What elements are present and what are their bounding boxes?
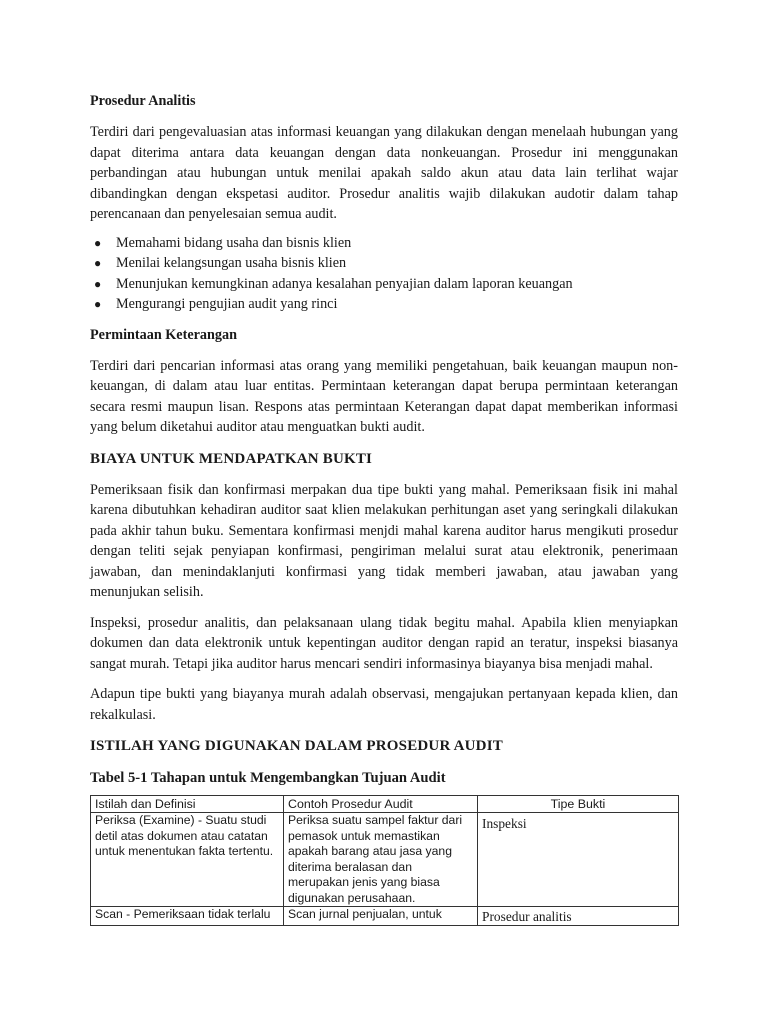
bullet-list-analitis	[90, 233, 678, 315]
bullet-icon: ●	[94, 235, 102, 250]
table-row	[91, 813, 679, 907]
list-item: ● Mengurangi pengujian audit yang rinci	[116, 294, 678, 315]
column-header-istilah: Istilah dan Definisi	[91, 796, 284, 813]
bullet-icon: ●	[94, 297, 102, 311]
column-header-contoh: Contoh Prosedur Audit	[284, 796, 478, 813]
table-cell: Periksa (Examine) - Suatu studi detil atas dokumen atau catatan untuk menentukan fakta tertentu.	[91, 813, 284, 907]
bullet-icon: ●	[94, 276, 102, 291]
table-row	[91, 907, 679, 926]
table-cell: Inspeksi	[478, 813, 679, 907]
section-title-permintaan-keterangan: Permintaan Keterangan	[90, 326, 237, 343]
list-item: ● Menunjukan kemungkinan adanya kesalahan penyajian dalam laporan keuangan	[116, 274, 678, 295]
paragraph-biaya-1: Pemeriksaan fisik dan konfirmasi merpakan dua tipe bukti yang mahal. Pemeriksaan fisik ini mahal karena dibutuhkan kehadiran auditor saat klien melakukan perhitungan aset yang seringkali dilakukan pada akhir tahun buku. Sementara konfirmasi menjdi mahal karena auditor harus mengikuti prosedur dengan teliti sejak penyiapan konfirmasi, pengiriman melalui surat atau elektronik, penerimaan jawaban, dan menindaklanjuti konfirmasi yang tidak memberi jawaban, atau jawaban yang menunjukan selisih.	[90, 481, 678, 600]
list-item: ● Memahami bidang usaha dan bisnis klien	[116, 233, 678, 254]
audit-terms-table	[90, 795, 679, 926]
section-title-prosedur-analitis: Prosedur Analitis	[90, 93, 196, 109]
paragraph-prosedur-analitis: Terdiri dari pengevaluasian atas informasi keuangan yang dilakukan dengan menelaah hubungan yang dapat diterima antara data keuangan dengan data nonkeuangan. Prosedur ini menggunakan perbandingan atau hubungan untuk menilai apakah saldo akun atau data lain terlihat wajar dibandingkan dengan ekspetasi auditor. Prosedur analitis wajib dilakukan audotir dalam tahap perencanaan dan penyelesaian semua audit.	[90, 124, 678, 222]
table-cell: Prosedur analitis	[478, 907, 679, 926]
document-page	[90, 90, 678, 926]
list-item: ● Menilai kelangsungan usaha bisnis klien	[116, 253, 678, 274]
section-title-biaya: BIAYA UNTUK MENDAPATKAN BUKTI	[90, 450, 373, 467]
section-title-istilah: ISTILAH YANG DIGUNAKAN DALAM PROSEDUR AUDIT	[90, 738, 503, 754]
column-header-tipe-bukti: Tipe Bukti	[478, 796, 679, 813]
table-header-row	[91, 796, 679, 813]
table-cell: Scan - Pemeriksaan tidak terlalu	[91, 907, 284, 926]
paragraph-biaya-2: Inspeksi, prosedur analitis, dan pelaksanaan ulang tidak begitu mahal. Apabila klien menyiapkan dokumen dan data elektronik untuk kepentingan auditor dengan rapid an teratur, inspeksi biasanya sangat murah. Tetapi jika auditor harus mencari sendiri informasinya biayanya bisa menjadi mahal.	[90, 614, 678, 672]
paragraph-permintaan-keterangan: Terdiri dari pencarian informasi atas orang yang memiliki pengetahuan, baik keuangan maupun non-keuangan, di dalam atau luar entitas. Permintaan keterangan dapat berupa permintaan keterangan secara resmi maupun lisan. Respons atas permintaan Keterangan dapat dapat memberikan informasi yang belum diketahui auditor atau menguatkan bukti audit.	[90, 357, 678, 435]
paragraph-biaya-3: Adapun tipe bukti yang biayanya murah adalah observasi, mengajukan pertanyaan kepada klien, dan rekalkulasi.	[90, 686, 678, 723]
table-cell: Scan jurnal penjualan, untuk	[284, 907, 478, 926]
table-caption: Tabel 5-1 Tahapan untuk Mengembangkan Tujuan Audit	[90, 770, 446, 786]
bullet-icon: ●	[94, 256, 102, 270]
table-cell: Periksa suatu sampel faktur dari pemasok untuk memastikan apakah barang atau jasa yang diterima beralasan dan merupakan jenis yang biasa digunakan perusahaan.	[284, 813, 478, 907]
